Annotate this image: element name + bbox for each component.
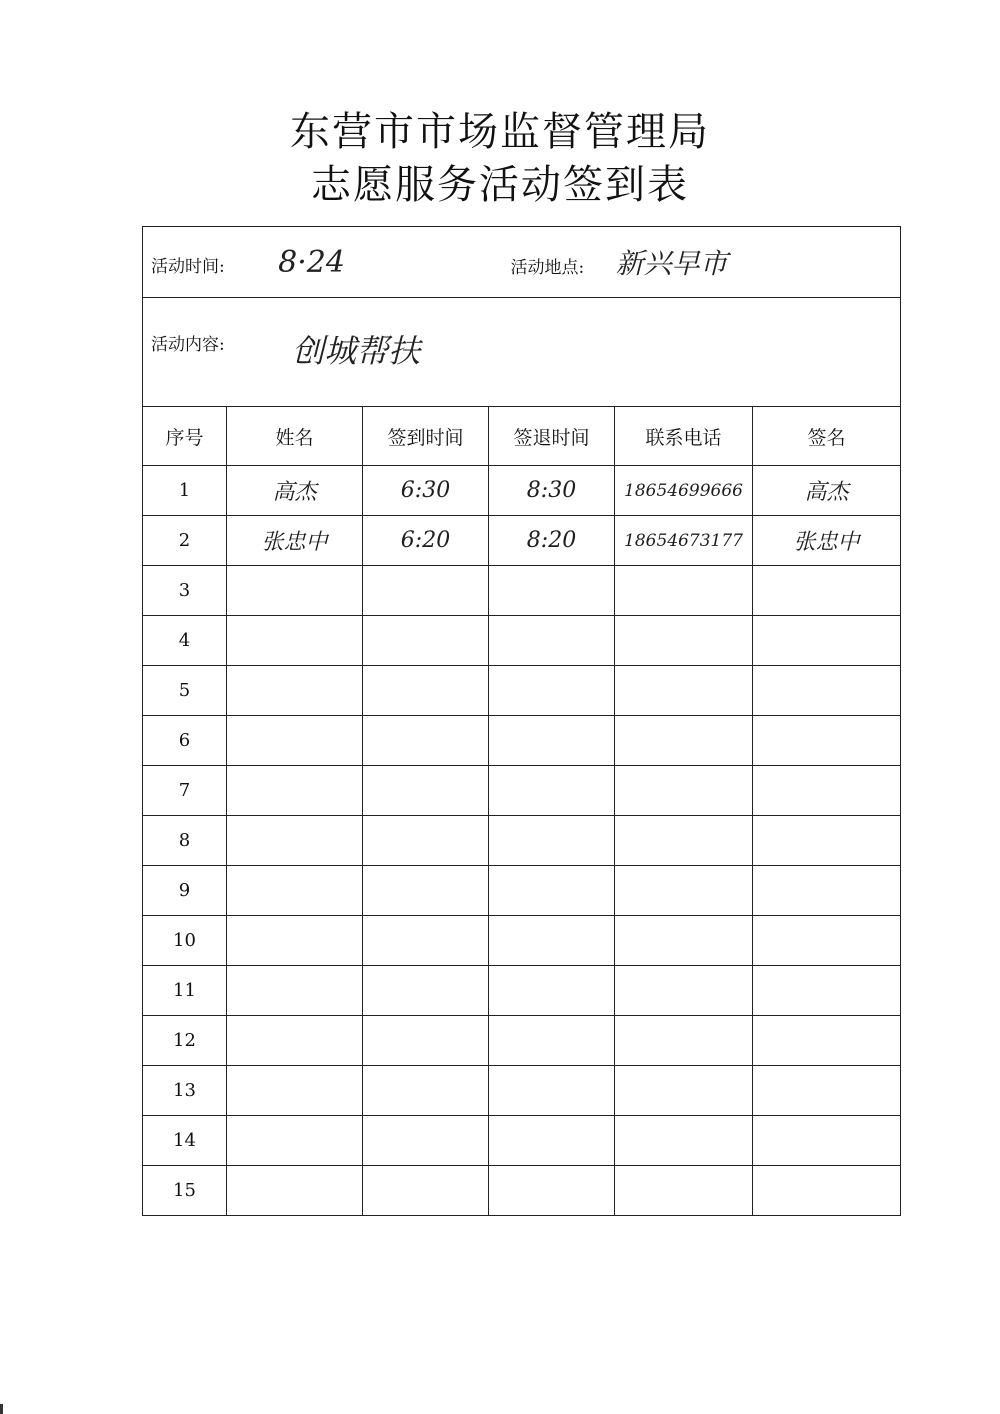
- page-subtitle: 志愿服务活动签到表: [311, 162, 689, 208]
- row-checkout-time: [489, 716, 615, 766]
- row-seq: 13: [143, 1066, 227, 1116]
- row-phone: [615, 866, 753, 916]
- row-seq: 8: [143, 816, 227, 866]
- activity-time-cell: [143, 227, 363, 298]
- row-signature: [753, 1066, 901, 1116]
- row-signature: [753, 566, 901, 616]
- row-signature: [753, 1016, 901, 1066]
- row-seq: 9: [143, 866, 227, 916]
- row-seq: 11: [143, 966, 227, 1016]
- row-name: 张忠中: [227, 516, 363, 566]
- row-checkout-time: [489, 1166, 615, 1216]
- row-checkin-time: [363, 566, 489, 616]
- activity-content-value: 创城帮扶: [292, 332, 421, 370]
- row-seq: 5: [143, 666, 227, 716]
- table-row: [143, 1016, 901, 1066]
- row-signature: [753, 816, 901, 866]
- row-signature: [753, 866, 901, 916]
- row-name: [227, 616, 363, 666]
- table-row: [143, 866, 901, 916]
- row-name: [227, 1016, 363, 1066]
- header-phone: 联系电话: [615, 407, 753, 466]
- row-checkin-time: [363, 1016, 489, 1066]
- row-checkout-time: [489, 816, 615, 866]
- header-checkout-time: 签退时间: [489, 407, 615, 466]
- activity-place-label: 活动地点:: [510, 258, 585, 278]
- row-name: [227, 566, 363, 616]
- header-name: 姓名: [227, 407, 363, 466]
- table-row: [143, 766, 901, 816]
- row-checkout-time: [489, 1066, 615, 1116]
- row-seq: 2: [143, 516, 227, 566]
- row-signature: [753, 766, 901, 816]
- row-seq: 3: [143, 566, 227, 616]
- table-row: [143, 466, 901, 516]
- table-header-row: [143, 407, 901, 466]
- row-signature: [753, 1166, 901, 1216]
- row-checkin-time: 6:30: [363, 466, 489, 516]
- row-checkin-time: [363, 1116, 489, 1166]
- row-name: [227, 1116, 363, 1166]
- row-phone: [615, 766, 753, 816]
- row-checkout-time: [489, 916, 615, 966]
- activity-place-value: 新兴早市: [615, 247, 728, 280]
- row-signature: [753, 666, 901, 716]
- activity-time-value: 8·24: [278, 244, 345, 280]
- row-checkin-time: 6:20: [363, 516, 489, 566]
- row-signature: 张忠中: [753, 516, 901, 566]
- row-checkin-time: [363, 666, 489, 716]
- row-seq: 14: [143, 1116, 227, 1166]
- row-checkout-time: [489, 1016, 615, 1066]
- row-checkout-time: [489, 1116, 615, 1166]
- row-checkout-time: [489, 866, 615, 916]
- row-checkin-time: [363, 966, 489, 1016]
- row-phone: [615, 566, 753, 616]
- row-phone: [615, 966, 753, 1016]
- row-phone: [615, 616, 753, 666]
- row-name: [227, 816, 363, 866]
- row-signature: [753, 966, 901, 1016]
- row-seq: 1: [143, 466, 227, 516]
- row-checkout-time: 8:20: [489, 516, 615, 566]
- row-phone: [615, 1016, 753, 1066]
- row-checkin-time: [363, 616, 489, 666]
- row-checkin-time: [363, 866, 489, 916]
- row-seq: 10: [143, 916, 227, 966]
- activity-place-cell: [363, 227, 901, 298]
- header-signature: 签名: [753, 407, 901, 466]
- row-signature: [753, 1116, 901, 1166]
- row-seq: 7: [143, 766, 227, 816]
- info-row-content: [143, 298, 901, 407]
- row-checkout-time: 8:30: [489, 466, 615, 516]
- row-phone: 18654699666: [615, 466, 753, 516]
- table-row: [143, 816, 901, 866]
- row-name: [227, 1066, 363, 1116]
- table-row: [143, 916, 901, 966]
- info-row-time-place: [143, 227, 901, 298]
- row-phone: [615, 916, 753, 966]
- table-row: [143, 616, 901, 666]
- table-row: [143, 666, 901, 716]
- table-row: [143, 566, 901, 616]
- row-seq: 15: [143, 1166, 227, 1216]
- header-seq: 序号: [143, 407, 227, 466]
- row-phone: 18654673177: [615, 516, 753, 566]
- row-name: [227, 766, 363, 816]
- row-seq: 6: [143, 716, 227, 766]
- row-name: [227, 966, 363, 1016]
- activity-content-cell: [143, 298, 901, 407]
- row-name: [227, 916, 363, 966]
- row-signature: [753, 616, 901, 666]
- table-row: [143, 716, 901, 766]
- activity-content-label: 活动内容:: [151, 335, 225, 355]
- row-checkout-time: [489, 566, 615, 616]
- row-seq: 12: [143, 1016, 227, 1066]
- row-checkout-time: [489, 766, 615, 816]
- row-signature: 高杰: [753, 466, 901, 516]
- table-body: [143, 466, 901, 1216]
- row-checkout-time: [489, 666, 615, 716]
- row-phone: [615, 1166, 753, 1216]
- row-checkin-time: [363, 766, 489, 816]
- row-name: [227, 866, 363, 916]
- table-row: [143, 1066, 901, 1116]
- row-name: 高杰: [227, 466, 363, 516]
- row-checkin-time: [363, 916, 489, 966]
- row-signature: [753, 916, 901, 966]
- page-title: 东营市市场监督管理局: [290, 109, 710, 155]
- table-row: [143, 966, 901, 1016]
- row-checkin-time: [363, 1066, 489, 1116]
- row-checkout-time: [489, 966, 615, 1016]
- row-name: [227, 666, 363, 716]
- scan-edge-mark: [0, 1404, 3, 1414]
- header-checkin-time: 签到时间: [363, 407, 489, 466]
- row-name: [227, 1166, 363, 1216]
- activity-time-label: 活动时间:: [151, 256, 225, 277]
- row-phone: [615, 1116, 753, 1166]
- row-phone: [615, 816, 753, 866]
- table-row: [143, 1116, 901, 1166]
- row-phone: [615, 666, 753, 716]
- row-phone: [615, 716, 753, 766]
- row-checkin-time: [363, 1166, 489, 1216]
- table-row: [143, 516, 901, 566]
- row-checkin-time: [363, 816, 489, 866]
- row-seq: 4: [143, 616, 227, 666]
- row-name: [227, 716, 363, 766]
- sign-in-table: [142, 226, 901, 1216]
- row-checkout-time: [489, 616, 615, 666]
- row-phone: [615, 1066, 753, 1116]
- row-checkin-time: [363, 716, 489, 766]
- row-signature: [753, 716, 901, 766]
- table-row: [143, 1166, 901, 1216]
